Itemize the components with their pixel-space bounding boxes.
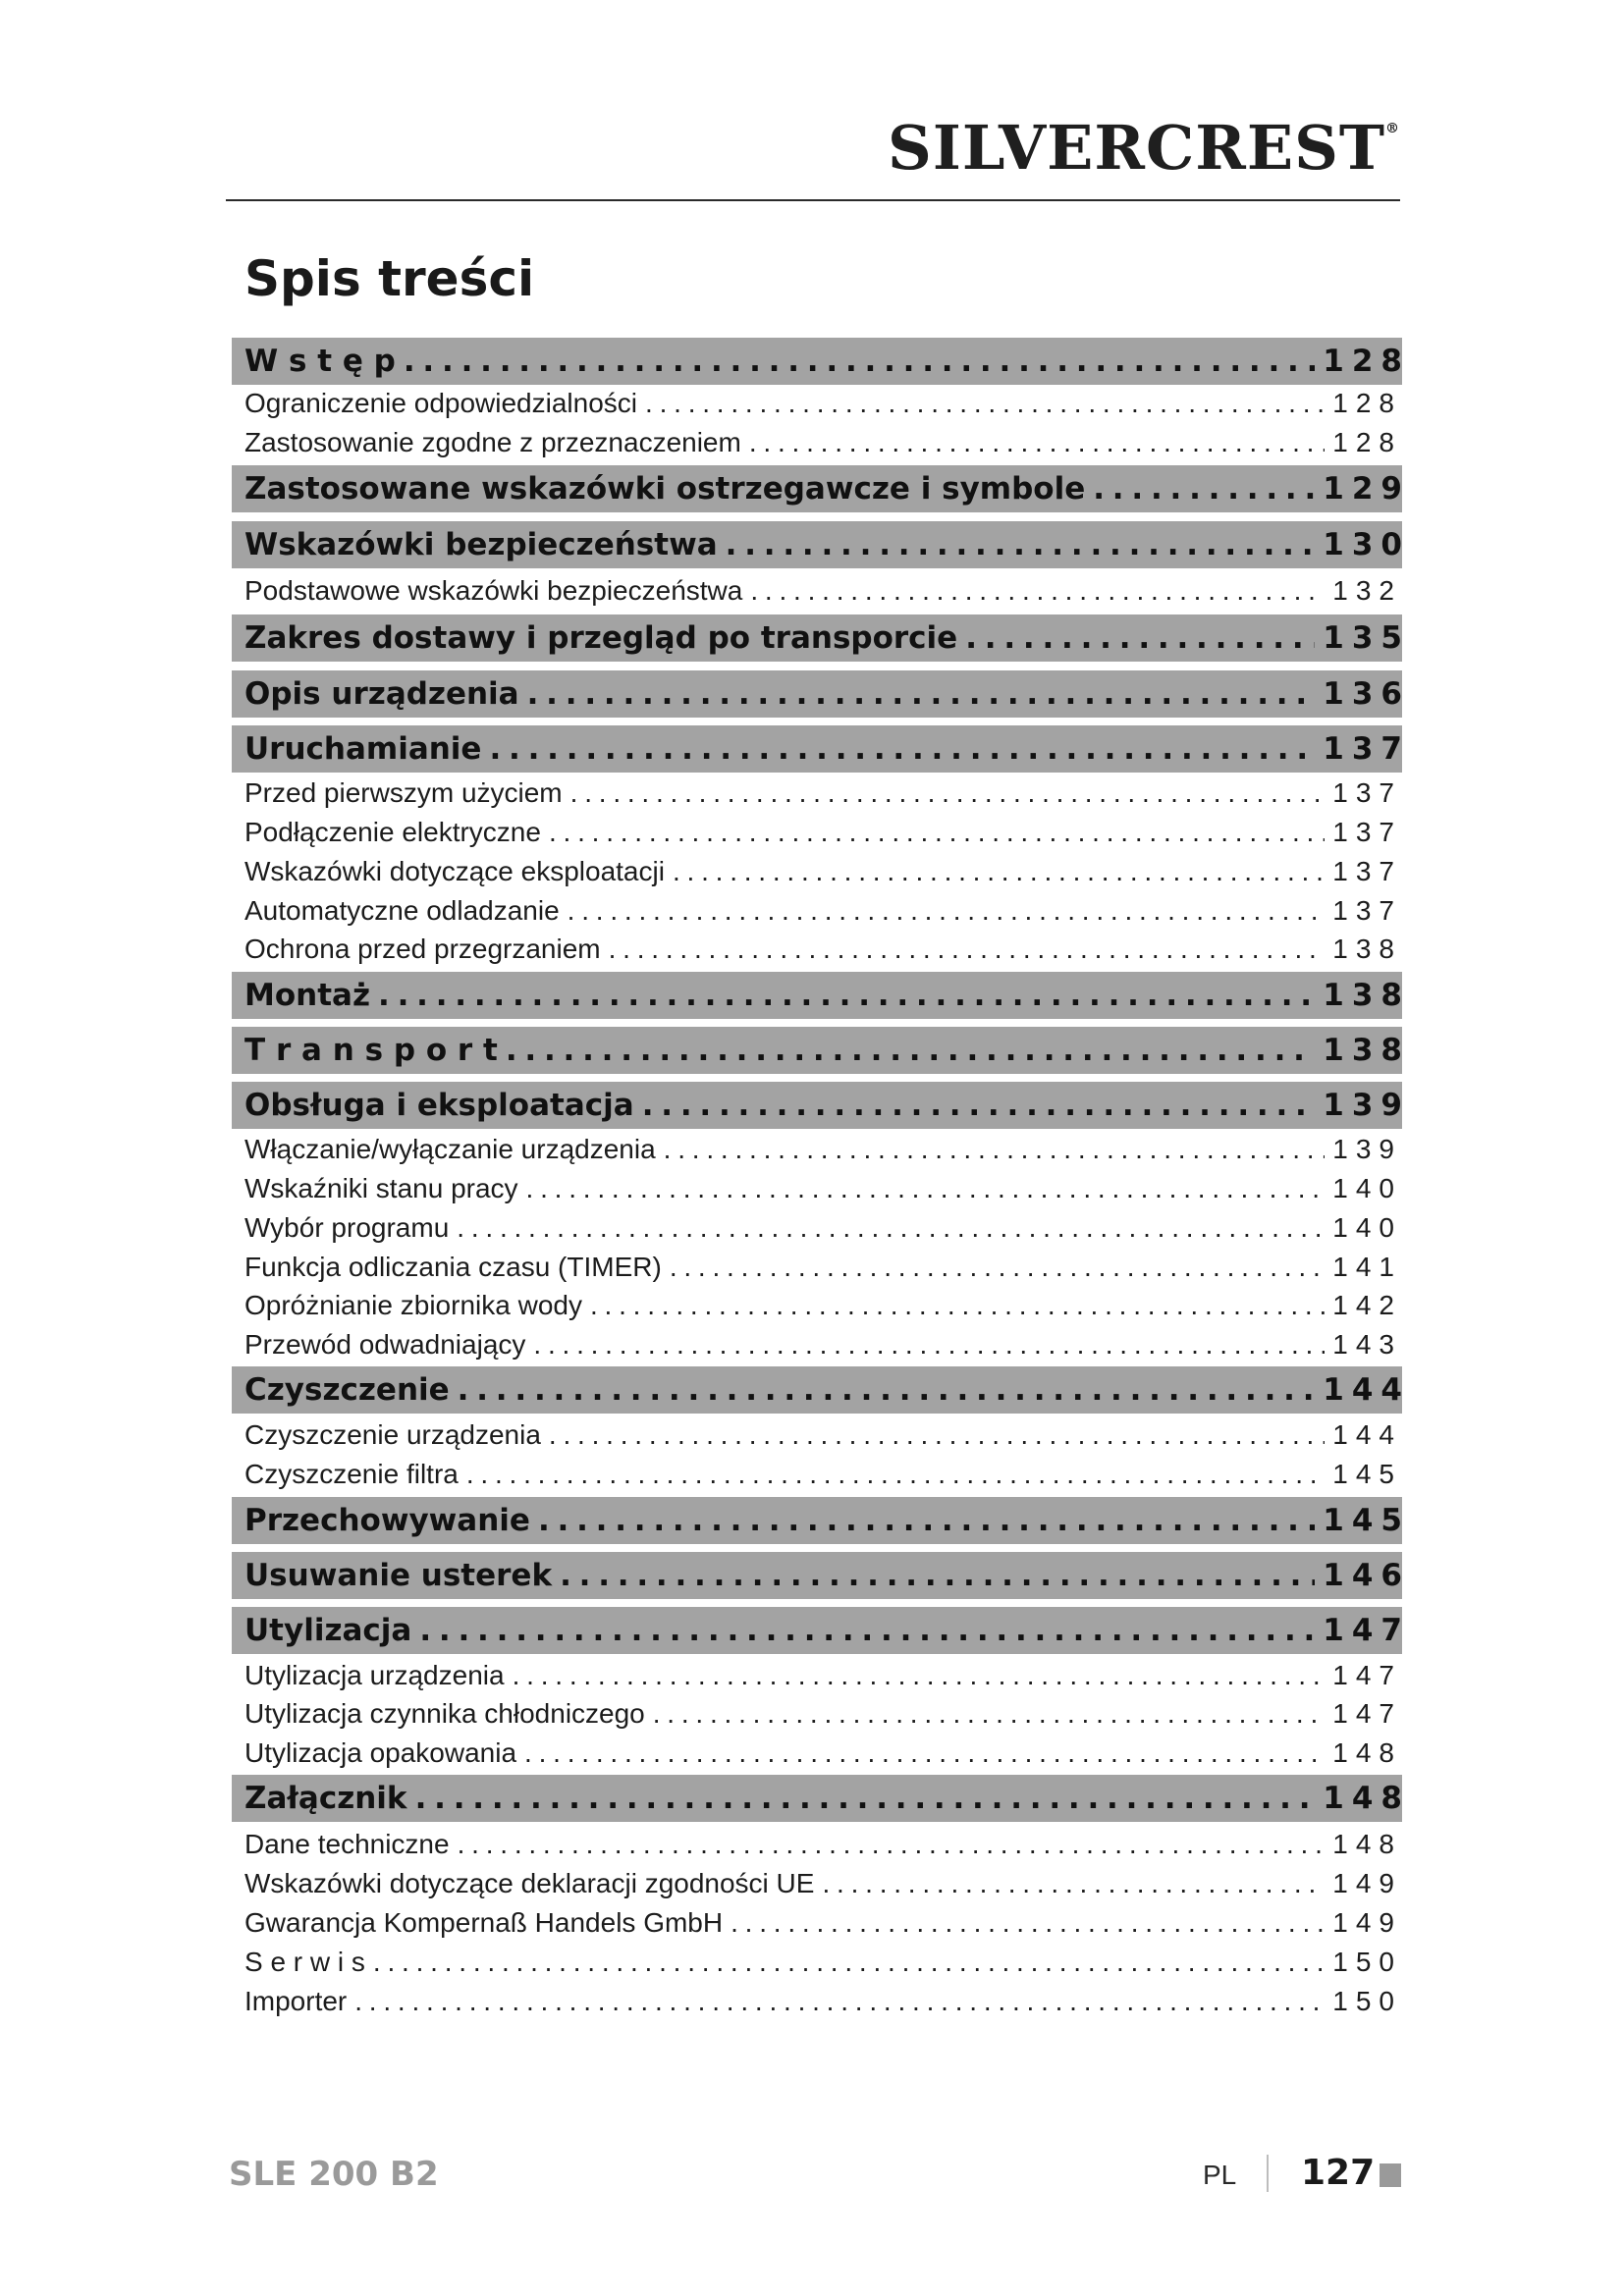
toc-subsection-row xyxy=(232,1695,1402,1733)
toc-subsection-row xyxy=(232,814,1402,851)
toc-leader-dots xyxy=(378,978,1315,1013)
footer-separator xyxy=(1267,2155,1269,2192)
toc-entry-page: 145 xyxy=(1323,1503,1410,1538)
toc-leader-dots xyxy=(527,676,1316,712)
toc-leader-dots xyxy=(524,1737,1325,1769)
toc-leader-dots xyxy=(533,1329,1325,1361)
toc-leader-dots xyxy=(560,1558,1315,1593)
toc-entry-page: 140 xyxy=(1332,1212,1402,1243)
toc-entry-page: 137 xyxy=(1332,895,1402,926)
toc-entry-page: 129 xyxy=(1323,471,1410,507)
toc-entry-page: 144 xyxy=(1323,1372,1410,1408)
toc-entry-label: Utylizacja urządzenia xyxy=(244,1660,505,1690)
toc-subsection-row xyxy=(232,1326,1402,1363)
toc-subsection-row xyxy=(232,1416,1402,1454)
toc-entry-label: Czyszczenie urządzenia xyxy=(244,1419,541,1450)
toc-entry-label: Przewód odwadniający xyxy=(244,1329,526,1360)
toc-leader-dots xyxy=(506,1033,1315,1068)
toc-leader-dots xyxy=(609,934,1326,965)
toc-leader-dots xyxy=(373,1947,1325,1978)
toc-entry-page: 149 xyxy=(1332,1907,1402,1938)
toc-subsection-row xyxy=(232,1170,1402,1207)
toc-subsection-row xyxy=(232,1865,1402,1902)
toc-entry-label: Wskazówki bezpieczeństwa xyxy=(244,527,718,562)
toc-entry-label: Dane techniczne xyxy=(244,1829,450,1859)
toc-leader-dots xyxy=(642,1088,1316,1123)
toc-entry-label: Opróżnianie zbiornika wody xyxy=(244,1290,582,1320)
toc-subsection-row xyxy=(232,1826,1402,1863)
toc-entry-label: Funkcja odliczania czasu (TIMER) xyxy=(244,1252,662,1282)
toc-entry-label: Opis urządzenia xyxy=(244,676,519,712)
brand-name: SILVERCREST xyxy=(888,112,1385,184)
toc-leader-dots xyxy=(549,817,1325,848)
toc-entry-label: Przed pierwszym użyciem xyxy=(244,777,563,808)
toc-leader-dots xyxy=(731,1907,1325,1939)
toc-leader-dots xyxy=(749,427,1325,458)
toc-leader-dots xyxy=(526,1173,1326,1204)
toc-leader-dots xyxy=(750,575,1325,607)
toc-entry-page: 144 xyxy=(1332,1419,1402,1450)
toc-leader-dots xyxy=(670,1252,1325,1283)
toc-leader-dots xyxy=(965,620,1315,656)
toc-leader-dots xyxy=(645,388,1325,419)
toc-leader-dots xyxy=(549,1419,1325,1451)
toc-section-row xyxy=(232,465,1410,512)
toc-entry-page: 145 xyxy=(1332,1459,1402,1489)
toc-entry-label: Montaż xyxy=(244,978,370,1013)
footer-square-marker xyxy=(1380,2163,1401,2187)
toc-leader-dots xyxy=(466,1459,1325,1490)
toc-entry-page: 137 xyxy=(1332,817,1402,847)
toc-subsection-row xyxy=(232,1249,1402,1286)
toc-entry-label: S e r w i s xyxy=(244,1947,365,1977)
toc-section-row xyxy=(232,338,1410,385)
toc-subsection-row xyxy=(232,1209,1402,1247)
toc-entry-label: Włączanie/wyłączanie urządzenia xyxy=(244,1134,656,1164)
toc-section-row xyxy=(232,1775,1410,1822)
page-title: Spis treści xyxy=(244,250,535,307)
toc-entry-page: 148 xyxy=(1332,1737,1402,1768)
toc-entry-page: 150 xyxy=(1332,1947,1402,1977)
toc-leader-dots xyxy=(1093,471,1315,507)
toc-subsection-row xyxy=(232,892,1402,930)
toc-entry-label: Utylizacja czynnika chłodniczego xyxy=(244,1698,645,1729)
toc-leader-dots xyxy=(419,1613,1315,1648)
toc-entry-label: Utylizacja opakowania xyxy=(244,1737,517,1768)
toc-entry-page: 138 xyxy=(1323,978,1410,1013)
toc-entry-page: 128 xyxy=(1332,427,1402,457)
toc-subsection-row xyxy=(232,1735,1402,1772)
footer-model: SLE 200 B2 xyxy=(229,2155,439,2194)
toc-entry-label: Wskaźniki stanu pracy xyxy=(244,1173,518,1203)
toc-leader-dots xyxy=(354,1986,1325,2017)
toc-leader-dots xyxy=(538,1503,1315,1538)
toc-entry-page: 143 xyxy=(1332,1329,1402,1360)
toc-entry-label: W s t ę p xyxy=(244,344,396,379)
toc-entry-label: Załącznik xyxy=(244,1781,407,1816)
toc-entry-label: Utylizacja xyxy=(244,1613,412,1648)
toc-entry-label: Przechowywanie xyxy=(244,1503,530,1538)
toc-entry-label: Ochrona przed przegrzaniem xyxy=(244,934,601,964)
toc-entry-label: Importer xyxy=(244,1986,348,2016)
toc-subsection-row xyxy=(232,1904,1402,1942)
toc-entry-label: Wskazówki dotyczące deklaracji zgodności UE xyxy=(244,1868,815,1898)
toc-entry-page: 137 xyxy=(1332,856,1402,886)
toc-entry-page: 150 xyxy=(1332,1986,1402,2016)
toc-section-row xyxy=(232,1552,1410,1599)
toc-section-row xyxy=(232,670,1410,718)
toc-section-row xyxy=(232,1082,1410,1129)
toc-section-row xyxy=(232,614,1410,662)
toc-section-row xyxy=(232,725,1410,773)
toc-entry-label: Wskazówki dotyczące eksploatacji xyxy=(244,856,665,886)
toc-entry-label: Czyszczenie filtra xyxy=(244,1459,459,1489)
toc-entry-label: Uruchamianie xyxy=(244,731,482,767)
toc-subsection-row xyxy=(232,1944,1402,1981)
toc-entry-page: 140 xyxy=(1332,1173,1402,1203)
toc-subsection-row xyxy=(232,385,1402,422)
toc-entry-page: 142 xyxy=(1332,1290,1402,1320)
toc-entry-page: 147 xyxy=(1323,1613,1410,1648)
toc-leader-dots xyxy=(822,1868,1325,1899)
toc-entry-page: 147 xyxy=(1332,1660,1402,1690)
toc-subsection-row xyxy=(232,931,1402,968)
toc-entry-label: Gwarancja Kompernaß Handels GmbH xyxy=(244,1907,724,1938)
registered-mark: ® xyxy=(1385,121,1400,136)
toc-entry-label: Zastosowanie zgodne z przeznaczeniem xyxy=(244,427,741,457)
toc-leader-dots xyxy=(568,895,1326,927)
toc-entry-label: Obsługa i eksploatacja xyxy=(244,1088,634,1123)
toc-entry-page: 130 xyxy=(1323,527,1410,562)
toc-entry-page: 148 xyxy=(1323,1781,1410,1816)
toc-leader-dots xyxy=(458,1372,1316,1408)
toc-entry-label: Podstawowe wskazówki bezpieczeństwa xyxy=(244,575,743,606)
toc-entry-label: Ograniczenie odpowiedzialności xyxy=(244,388,638,418)
toc-subsection-row xyxy=(232,1983,1402,2020)
toc-entry-page: 128 xyxy=(1332,388,1402,418)
toc-entry-page: 128 xyxy=(1323,344,1410,379)
toc-entry-label: Czyszczenie xyxy=(244,1372,450,1408)
toc-entry-page: 137 xyxy=(1332,777,1402,808)
toc-subsection-row xyxy=(232,774,1402,812)
toc-leader-dots xyxy=(664,1134,1326,1165)
toc-entry-label: Wybór programu xyxy=(244,1212,450,1243)
toc-leader-dots xyxy=(673,856,1325,887)
toc-entry-label: Zakres dostawy i przegląd po transporcie xyxy=(244,620,958,656)
toc-subsection-row xyxy=(232,1287,1402,1324)
footer-page-number: 127 xyxy=(1301,2153,1376,2193)
toc-entry-page: 139 xyxy=(1332,1134,1402,1164)
toc-entry-label: T r a n s p o r t xyxy=(244,1033,498,1068)
toc-section-row xyxy=(232,1607,1410,1654)
toc-leader-dots xyxy=(457,1212,1325,1244)
toc-entry-label: Podłączenie elektryczne xyxy=(244,817,541,847)
toc-leader-dots xyxy=(404,344,1315,379)
toc-section-row xyxy=(232,1366,1410,1414)
toc-section-row xyxy=(232,521,1410,568)
toc-entry-label: Usuwanie usterek xyxy=(244,1558,553,1593)
toc-entry-label: Automatyczne odladzanie xyxy=(244,895,560,926)
toc-entry-page: 138 xyxy=(1332,934,1402,964)
toc-entry-page: 135 xyxy=(1323,620,1410,656)
toc-leader-dots xyxy=(513,1660,1326,1691)
toc-section-row xyxy=(232,972,1410,1019)
brand-logo xyxy=(888,112,1400,184)
toc-entry-page: 132 xyxy=(1332,575,1402,606)
toc-leader-dots xyxy=(726,527,1316,562)
toc-subsection-row xyxy=(232,1456,1402,1493)
footer-language: PL xyxy=(1203,2160,1237,2190)
toc-subsection-row xyxy=(232,424,1402,461)
toc-leader-dots xyxy=(458,1829,1326,1860)
toc-entry-page: 141 xyxy=(1332,1252,1402,1282)
toc-leader-dots xyxy=(415,1781,1316,1816)
toc-entry-page: 146 xyxy=(1323,1558,1410,1593)
toc-entry-page: 147 xyxy=(1332,1698,1402,1729)
toc-subsection-row xyxy=(232,853,1402,890)
toc-entry-page: 137 xyxy=(1323,731,1410,767)
toc-leader-dots xyxy=(653,1698,1326,1730)
toc-leader-dots xyxy=(590,1290,1325,1321)
toc-section-row xyxy=(232,1027,1410,1074)
toc-leader-dots xyxy=(489,731,1315,767)
toc-entry-page: 136 xyxy=(1323,676,1410,712)
toc-section-row xyxy=(232,1497,1410,1544)
toc-entry-page: 149 xyxy=(1332,1868,1402,1898)
toc-leader-dots xyxy=(570,777,1326,809)
toc-subsection-row xyxy=(232,1657,1402,1694)
toc-entry-page: 148 xyxy=(1332,1829,1402,1859)
toc-entry-page: 138 xyxy=(1323,1033,1410,1068)
toc-entry-label: Zastosowane wskazówki ostrzegawcze i symbole xyxy=(244,471,1086,507)
toc-entry-page: 139 xyxy=(1323,1088,1410,1123)
toc-subsection-row xyxy=(232,1131,1402,1168)
toc-subsection-row xyxy=(232,572,1402,610)
header-rule xyxy=(226,199,1400,201)
